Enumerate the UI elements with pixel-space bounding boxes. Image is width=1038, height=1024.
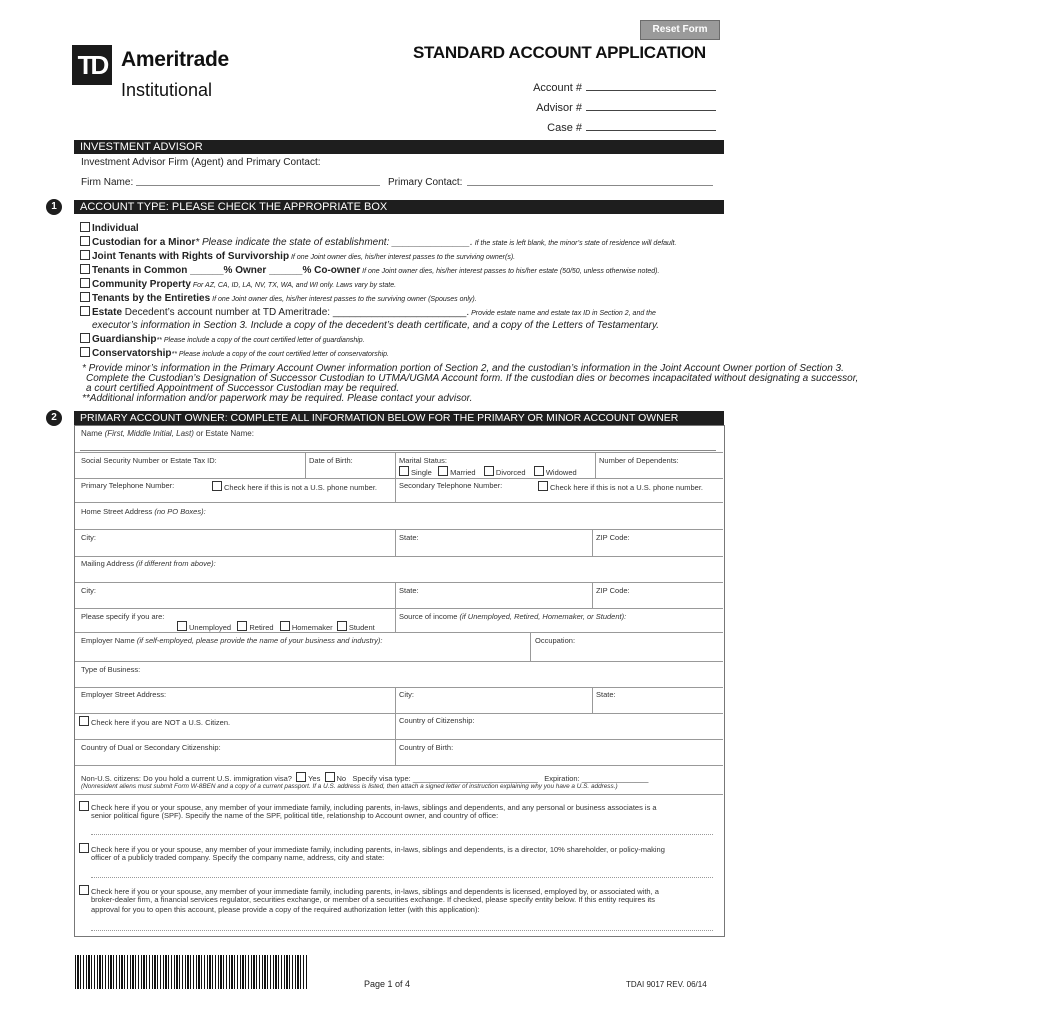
mail-state-label: State: bbox=[399, 586, 419, 595]
checkbox-icon[interactable] bbox=[79, 843, 89, 853]
advisor-number-field[interactable] bbox=[520, 100, 720, 114]
guardianship-label: Guardianship bbox=[92, 334, 157, 345]
city-label: City: bbox=[81, 533, 96, 542]
checkbox-icon[interactable] bbox=[399, 466, 409, 476]
zip-label: ZIP Code: bbox=[596, 533, 630, 542]
dual-citizenship-label: Country of Dual or Secondary Citizenship: bbox=[81, 743, 221, 752]
community-label: Community Property bbox=[92, 279, 191, 290]
footnote-2: Complete the Custodian’s Designation of Successor Custodian to UTMA/UGMA Account form. If the custodian dies or becomes incapacitated without designating a successor, bbox=[86, 373, 859, 384]
checkbox-icon[interactable] bbox=[80, 278, 90, 288]
td-logo-icon: TD bbox=[72, 45, 112, 85]
page-title: STANDARD ACCOUNT APPLICATION bbox=[413, 43, 706, 62]
spf-input[interactable] bbox=[91, 826, 713, 835]
specify-label: Please specify if you are: bbox=[81, 612, 165, 621]
entireties-note: If one Joint owner dies, his/her interest passes to the surviving owner (Spouses only). bbox=[210, 296, 477, 303]
community-note: For AZ, CA, ID, LA, NV, TX, WA, and WI only. Laws vary by state. bbox=[190, 282, 397, 289]
student-label: Student bbox=[348, 623, 375, 632]
mail-city-label: City: bbox=[81, 586, 96, 595]
primary-contact-input[interactable] bbox=[467, 177, 713, 186]
checkbox-icon[interactable] bbox=[80, 222, 90, 232]
individual-option[interactable] bbox=[80, 222, 730, 235]
name-label: Name bbox=[81, 429, 103, 438]
checkbox-icon[interactable] bbox=[80, 264, 90, 274]
investment-advisor-heading: INVESTMENT ADVISOR bbox=[74, 140, 724, 154]
case-number-field[interactable] bbox=[520, 120, 720, 134]
director-text-1: Check here if you or your spouse, any member of your immediate family, including parents, in-laws, siblings and dependents, is a director, 10% shareholder, or policy-making bbox=[91, 845, 665, 854]
not-us-phone-label-2: Check here if this is not a U.S. phone number. bbox=[550, 483, 703, 492]
community-option[interactable] bbox=[80, 278, 730, 292]
broker-text-2: broker-dealer firm, a financial services regulator, securities exchange, or member of a securities exchange. If checked, please specify entity below. If this entity requires its bbox=[91, 895, 656, 904]
checkbox-icon[interactable] bbox=[237, 621, 247, 631]
checkbox-icon[interactable] bbox=[177, 621, 187, 631]
guardianship-note: ** Please include a copy of the court certified letter of guardianship. bbox=[156, 337, 365, 344]
name-input[interactable] bbox=[80, 440, 716, 451]
name-hint: (First, Middle Initial, Last) bbox=[104, 429, 194, 438]
name-label-row bbox=[81, 429, 254, 438]
dob-label: Date of Birth: bbox=[309, 456, 353, 465]
checkbox-icon[interactable] bbox=[79, 801, 89, 811]
checkbox-icon[interactable] bbox=[296, 772, 306, 782]
visa-row[interactable] bbox=[81, 772, 648, 783]
married-label: Married bbox=[450, 468, 476, 477]
secondary-not-us-phone[interactable] bbox=[538, 481, 703, 492]
secondary-phone-label: Secondary Telephone Number: bbox=[399, 481, 503, 490]
employer-label: Employer Name (if self-employed, please provide the name of your business and industry): bbox=[81, 636, 383, 645]
checkbox-icon[interactable] bbox=[337, 621, 347, 631]
jtwros-option[interactable] bbox=[80, 250, 730, 264]
custodian-option[interactable] bbox=[80, 236, 730, 250]
checkbox-icon[interactable] bbox=[80, 333, 90, 343]
checkbox-icon[interactable] bbox=[538, 481, 548, 491]
brand-name: Ameritrade bbox=[121, 48, 229, 71]
entireties-label: Tenants by the Entireties bbox=[92, 293, 211, 304]
case-label: Case # bbox=[547, 122, 582, 134]
director-text-2: officer of a publicly traded company. Specify the company name, address, city and state: bbox=[91, 853, 385, 862]
advisor-intro: Investment Advisor Firm (Agent) and Primary Contact: bbox=[81, 157, 321, 168]
birth-country-label: Country of Birth: bbox=[399, 743, 454, 752]
mailing-address-label: Mailing Address (if different from above): bbox=[81, 559, 216, 568]
checkbox-icon[interactable] bbox=[484, 466, 494, 476]
occupation-label: Occupation: bbox=[535, 636, 576, 645]
checkbox-icon[interactable] bbox=[325, 772, 335, 782]
not-citizen-label: Check here if you are NOT a U.S. Citizen. bbox=[91, 718, 231, 727]
case-input-line[interactable] bbox=[586, 120, 716, 131]
firm-name-input[interactable] bbox=[136, 177, 380, 186]
income-label: Source of income (if Unemployed, Retired, Homemaker, or Student): bbox=[399, 612, 627, 621]
visa-question: Non-U.S. citizens: Do you hold a current U.S. immigration visa? bbox=[81, 774, 292, 783]
jtwros-note: If one Joint owner dies, his/her interest passes to the surviving owner(s). bbox=[289, 254, 516, 261]
yes-label: Yes bbox=[308, 774, 321, 783]
guardianship-option[interactable] bbox=[80, 333, 730, 347]
employer-city-label: City: bbox=[399, 690, 414, 699]
citizenship-label: Country of Citizenship: bbox=[399, 716, 475, 725]
homemaker-label: Homemaker bbox=[291, 623, 333, 632]
barcode-icon bbox=[75, 955, 307, 989]
employer-state-label: State: bbox=[596, 690, 616, 699]
estate-option[interactable] bbox=[80, 306, 730, 320]
checkbox-icon[interactable] bbox=[280, 621, 290, 631]
divorced-label: Divorced bbox=[495, 468, 526, 477]
no-label: No bbox=[336, 774, 347, 783]
estate-account: Decedent’s account number at TD Ameritrade: ________________________. bbox=[122, 307, 470, 318]
entireties-option[interactable] bbox=[80, 292, 730, 306]
checkbox-icon[interactable] bbox=[80, 306, 90, 316]
checkbox-icon[interactable] bbox=[79, 885, 89, 895]
business-type-label: Type of Business: bbox=[81, 665, 141, 674]
primary-not-us-phone[interactable] bbox=[212, 481, 377, 492]
checkbox-icon[interactable] bbox=[534, 466, 544, 476]
account-number-field[interactable] bbox=[520, 80, 720, 94]
estate-note-2: executor’s information in Section 3. Include a copy of the decedent’s death certificate, and a copy of the Letters of Testamentary. bbox=[92, 320, 660, 331]
custodian-label: Custodian for a Minor bbox=[92, 237, 196, 248]
checkbox-icon[interactable] bbox=[80, 347, 90, 357]
account-input-line[interactable] bbox=[586, 80, 716, 91]
checkbox-icon[interactable] bbox=[80, 250, 90, 260]
broker-text-1: Check here if you or your spouse, any member of your immediate family, including parents, in-laws, siblings and dependents is licensed, employed by, or associated with, a bbox=[91, 887, 659, 896]
broker-input[interactable] bbox=[91, 922, 713, 931]
reset-form-button[interactable]: Reset Form bbox=[640, 20, 720, 40]
marital-options[interactable] bbox=[399, 466, 577, 477]
home-address-label: Home Street Address (no PO Boxes): bbox=[81, 507, 206, 516]
checkbox-icon[interactable] bbox=[79, 716, 89, 726]
expiration-label: Expiration: ________________ bbox=[544, 774, 649, 783]
advisor-label: Advisor # bbox=[536, 102, 582, 114]
employer-address-label: Employer Street Address: bbox=[81, 690, 167, 699]
conservatorship-note: ** Please include a copy of the court certified letter of conservatorship. bbox=[171, 351, 389, 358]
account-label: Account # bbox=[533, 82, 582, 94]
page-number: Page 1 of 4 bbox=[364, 979, 411, 989]
checkbox-icon[interactable] bbox=[212, 481, 222, 491]
widowed-label: Widowed bbox=[545, 468, 577, 477]
checkbox-icon[interactable] bbox=[80, 236, 90, 246]
individual-label: Individual bbox=[92, 223, 139, 234]
retired-label: Retired bbox=[249, 623, 274, 632]
checkbox-icon[interactable] bbox=[80, 292, 90, 302]
broker-text-3: approval for you to open this account, please provide a copy of the required authorization letter (with this application): bbox=[91, 905, 480, 914]
primary-phone-label: Primary Telephone Number: bbox=[81, 481, 175, 490]
visa-type-label: Specify visa type: ______________________________ bbox=[352, 774, 538, 783]
estate-note: Provide estate name and estate tax ID in Section 2, and the bbox=[469, 310, 656, 317]
dependents-label: Number of Dependents: bbox=[599, 456, 679, 465]
tic-label: Tenants in Common ______% Owner ______% Co-owner bbox=[92, 265, 361, 276]
custodian-note: If the state is left blank, the minor’s state of residence will default. bbox=[472, 240, 677, 247]
section-1-number: 1 bbox=[46, 199, 62, 215]
section-2-number: 2 bbox=[46, 410, 62, 426]
visa-note: (Nonresident aliens must submit Form W-8BEN and a copy of a current passport. If a U.S. address is listed, then attach a signed letter of instruction explaining why you have a U.S. address.) bbox=[81, 783, 618, 790]
director-input[interactable] bbox=[91, 869, 713, 878]
not-us-phone-label: Check here if this is not a U.S. phone number. bbox=[224, 483, 377, 492]
spf-text-2: senior political figure (SPF). Specify the name of the SPF, political title, relationship to Account owner, and country of office: bbox=[91, 811, 499, 820]
primary-owner-heading: PRIMARY ACCOUNT OWNER: COMPLETE ALL INFORMATION BELOW FOR THE PRIMARY OR MINOR ACCOUNT OWNER bbox=[74, 411, 724, 425]
conservatorship-option[interactable] bbox=[80, 347, 730, 361]
spf-text-1: Check here if you or your spouse, any member of your immediate family, including parents, in-laws, siblings and dependents, and any personal or business associates is a bbox=[91, 803, 657, 812]
estate-label: Estate bbox=[92, 307, 123, 318]
conservatorship-label: Conservatorship bbox=[92, 348, 172, 359]
footnote-3: a court certified Appointment of Successor Custodian may be required. bbox=[86, 383, 400, 394]
footnote-4: **Additional information and/or paperwork may be required. Please contact your advisor. bbox=[82, 393, 473, 404]
footnote-1: * Provide minor’s information in the Primary Account Owner information portion of Section 2, and the custodian’s information in the Joint Account Owner portion of Section 3. bbox=[82, 363, 844, 374]
not-citizen-option[interactable] bbox=[79, 716, 230, 727]
account-type-heading: ACCOUNT TYPE: PLEASE CHECK THE APPROPRIATE BOX bbox=[74, 200, 724, 214]
jtwros-label: Joint Tenants with Rights of Survivorship bbox=[92, 251, 290, 262]
firm-name-label: Firm Name: bbox=[81, 177, 134, 188]
advisor-input-line[interactable] bbox=[586, 100, 716, 111]
tic-note: If one Joint owner dies, his/her interest passes to his/her estate (50/50, unless otherwise noted). bbox=[360, 268, 660, 275]
marital-label: Marital Status: bbox=[399, 456, 447, 465]
checkbox-icon[interactable] bbox=[438, 466, 448, 476]
mail-zip-label: ZIP Code: bbox=[596, 586, 630, 595]
unemployed-label: Unemployed bbox=[189, 623, 232, 632]
employment-options[interactable] bbox=[177, 621, 375, 632]
primary-contact-label: Primary Contact: bbox=[388, 177, 463, 188]
custodian-state: * Please indicate the state of establishment: ______________. bbox=[195, 237, 473, 248]
single-label: Single bbox=[411, 468, 432, 477]
name-tail: or Estate Name: bbox=[193, 429, 254, 438]
ssn-label: Social Security Number or Estate Tax ID: bbox=[81, 456, 217, 465]
state-label: State: bbox=[399, 533, 419, 542]
brand-sub: Institutional bbox=[121, 80, 213, 100]
form-id: TDAI 9017 REV. 06/14 bbox=[626, 980, 707, 989]
tic-option[interactable] bbox=[80, 264, 730, 278]
